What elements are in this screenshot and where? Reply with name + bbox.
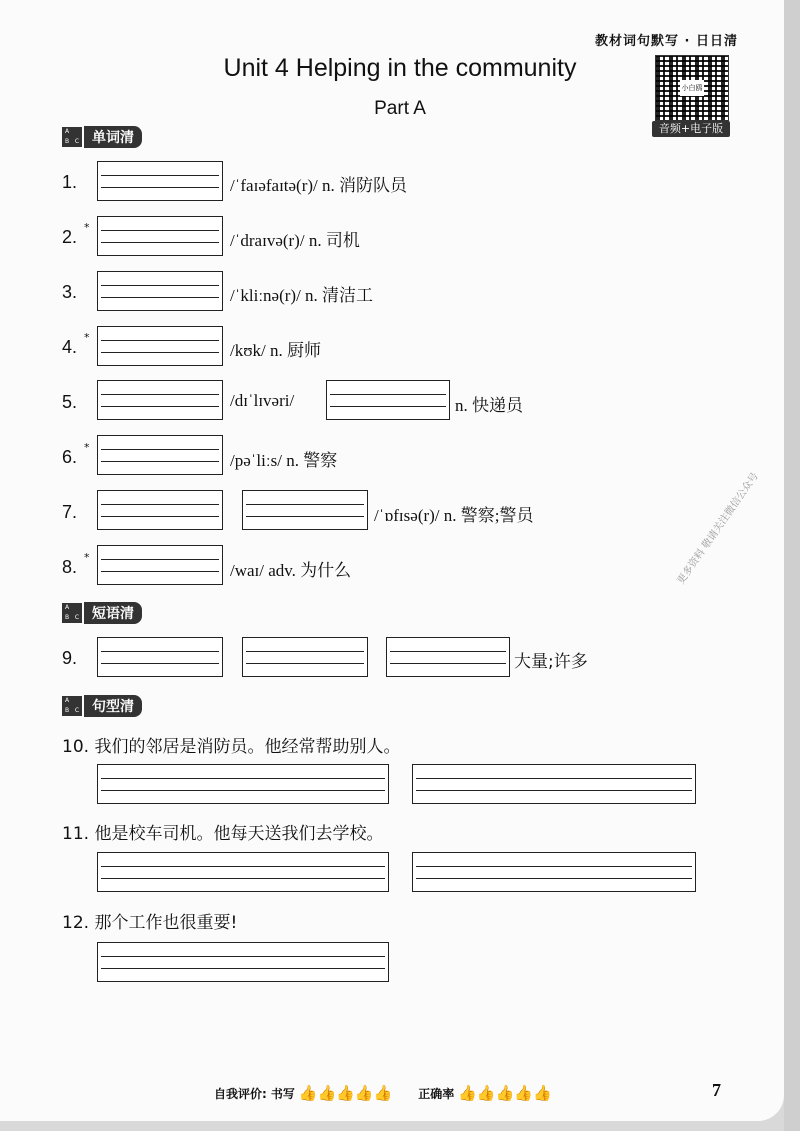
item-text: /ˈdraɪvə(r)/ n. 司机 — [230, 231, 360, 250]
item-number: 7. — [62, 502, 78, 522]
answer-box[interactable] — [97, 435, 223, 475]
thumbs-up-icon[interactable]: 👍👍👍👍👍 — [458, 1084, 552, 1102]
answer-box[interactable] — [97, 490, 223, 530]
item-text: /ˈkliːnə(r)/ n. 清洁工 — [230, 286, 374, 305]
section-phrases — [62, 602, 142, 624]
sentence-number: 10. — [62, 737, 90, 757]
answer-box[interactable] — [97, 216, 223, 256]
star-marker: * — [84, 441, 90, 454]
item-text: /kʊk/ n. 厨师 — [230, 341, 322, 360]
answer-box[interactable] — [97, 271, 223, 311]
answer-box[interactable] — [242, 637, 368, 677]
item-number: 3. — [62, 282, 78, 302]
sentence-text: 那个工作也很重要! — [94, 913, 238, 933]
answer-box[interactable] — [97, 545, 223, 585]
answer-box[interactable] — [97, 161, 223, 201]
item-number: 5. — [62, 392, 78, 412]
answer-box[interactable] — [326, 380, 450, 420]
qr-label: 音频+电子版 — [652, 121, 730, 137]
item-text: /ˈɒfɪsə(r)/ n. 警察;警员 — [374, 506, 534, 525]
answer-box[interactable] — [97, 637, 223, 677]
abc-icon: A B C — [62, 127, 82, 147]
self-evaluation — [214, 1084, 552, 1102]
qr-code-icon[interactable] — [655, 55, 729, 121]
qr-center-label: 小白鸥 — [680, 80, 704, 96]
section-words — [62, 126, 142, 148]
answer-box[interactable] — [97, 326, 223, 366]
item-text: /ˈfaɪəfaɪtə(r)/ n. 消防队员 — [230, 176, 408, 195]
self-eval-label: 自我评价: — [214, 1086, 267, 1101]
header-tag: 教材词句默写 · 日日清 — [595, 34, 738, 49]
answer-box[interactable] — [412, 764, 696, 804]
answer-box[interactable] — [97, 942, 389, 982]
sentence-prompt — [62, 908, 237, 933]
answer-box[interactable] — [242, 490, 368, 530]
watermark: 更多资料 敬请关注微信公众号 — [675, 470, 761, 587]
page-subtitle: Part A — [374, 98, 426, 119]
item-number: 9. — [62, 648, 78, 668]
section-phrases-label: 短语清 — [84, 602, 142, 624]
item-number: 2. — [62, 227, 78, 247]
star-marker: * — [84, 221, 90, 234]
answer-box[interactable] — [412, 852, 696, 892]
item-number: 1. — [62, 172, 78, 192]
page-edge — [784, 0, 800, 1131]
page-number: 7 — [712, 1080, 721, 1100]
star-marker: * — [84, 331, 90, 344]
accuracy-label: 正确率 — [418, 1086, 455, 1101]
section-sentences-label: 句型清 — [84, 695, 142, 717]
sentence-number: 11. — [62, 824, 90, 844]
answer-box[interactable] — [97, 764, 389, 804]
page-title: Unit 4 Helping in the community — [223, 54, 577, 82]
star-marker: * — [84, 551, 90, 564]
abc-icon: A B C — [62, 696, 82, 716]
item-text-2: n. 快递员 — [455, 396, 523, 415]
item-text: 大量;许多 — [514, 652, 588, 672]
sentence-prompt — [62, 819, 383, 844]
sentence-prompt — [62, 732, 400, 757]
section-words-label: 单词清 — [84, 126, 142, 148]
sentence-text: 他是校车司机。他每天送我们去学校。 — [94, 824, 384, 844]
answer-box[interactable] — [97, 852, 389, 892]
item-text: /pəˈliːs/ n. 警察 — [230, 451, 338, 470]
answer-box[interactable] — [386, 637, 510, 677]
sentence-number: 12. — [62, 913, 90, 933]
item-number: 8. — [62, 557, 78, 577]
sentence-text: 我们的邻居是消防员。他经常帮助别人。 — [94, 737, 401, 757]
item-text: /waɪ/ adv. 为什么 — [230, 561, 352, 580]
item-text: /dɪˈlɪvəri/ — [230, 391, 295, 410]
section-sentences — [62, 695, 142, 717]
writing-label: 书写 — [270, 1086, 295, 1101]
thumbs-up-icon[interactable]: 👍👍👍👍👍 — [298, 1084, 393, 1102]
item-number: 4. — [62, 337, 78, 357]
answer-box[interactable] — [97, 380, 223, 420]
item-number: 6. — [62, 447, 78, 467]
abc-icon: A B C — [62, 603, 82, 623]
